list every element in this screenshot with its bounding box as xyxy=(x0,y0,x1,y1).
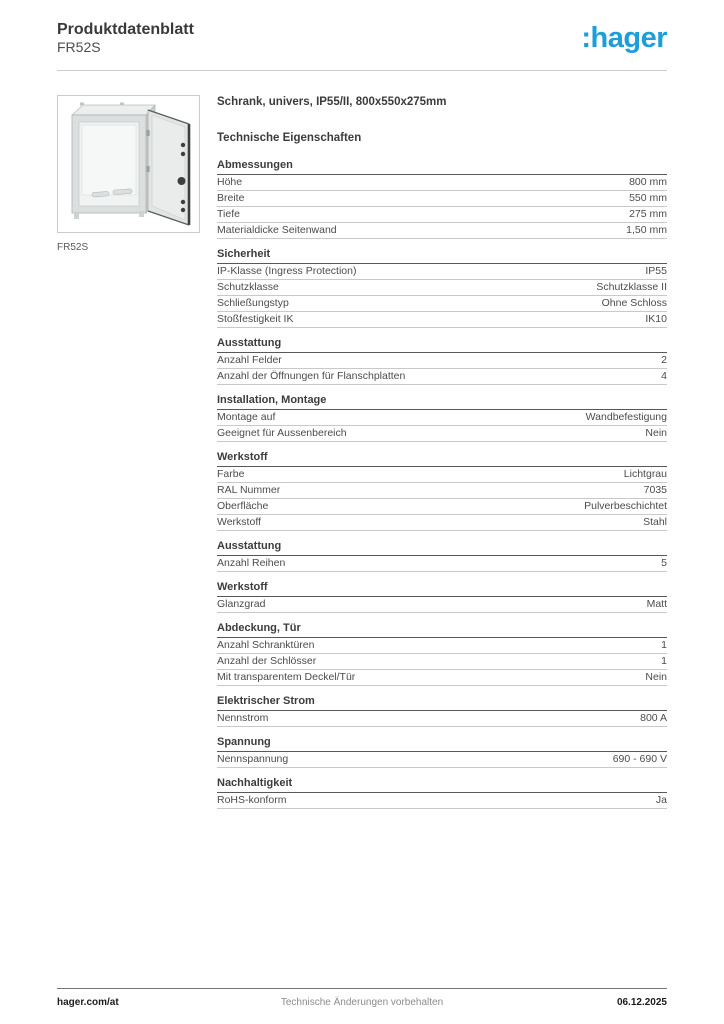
spec-value: 275 mm xyxy=(629,207,667,220)
spec-value: 550 mm xyxy=(629,191,667,204)
spec-row xyxy=(217,223,667,239)
spec-section xyxy=(217,540,667,572)
footer-date: 06.12.2025 xyxy=(616,997,667,1008)
spec-section xyxy=(217,736,667,768)
footer-notice: Technische Änderungen vorbehalten xyxy=(280,997,444,1008)
section-title: Abmessungen xyxy=(217,159,667,175)
spec-value: IP55 xyxy=(645,264,667,277)
spec-label: Anzahl Felder xyxy=(217,353,282,366)
spec-label: RoHS-konform xyxy=(217,794,287,807)
spec-value: Pulverbeschichtet xyxy=(584,499,667,512)
spec-row xyxy=(217,752,667,768)
spec-value: Schutzklasse II xyxy=(596,280,667,293)
spec-section xyxy=(217,622,667,686)
section-title: Ausstattung xyxy=(217,540,667,556)
spec-value: 2 xyxy=(661,353,667,366)
spec-row xyxy=(217,410,667,426)
spec-label: Glanzgrad xyxy=(217,597,266,610)
spec-section xyxy=(217,581,667,613)
footer xyxy=(57,988,667,1008)
spec-row xyxy=(217,296,667,312)
spec-value: 5 xyxy=(661,556,667,569)
spec-value: 7035 xyxy=(643,483,667,496)
spec-label: RAL Nummer xyxy=(217,483,281,496)
section-title: Nachhaltigkeit xyxy=(217,777,667,793)
spec-value: 690 - 690 V xyxy=(612,753,667,766)
product-image-caption: FR52S xyxy=(57,241,89,253)
section-title: Werkstoff xyxy=(217,451,667,467)
spec-label: Mit transparentem Deckel/Tür xyxy=(217,671,356,683)
spec-label: Nennspannung xyxy=(217,753,289,766)
spec-row xyxy=(217,191,667,207)
product-image-column xyxy=(57,95,200,818)
cabinet-illustration xyxy=(58,96,199,232)
spec-value: Matt xyxy=(646,597,667,610)
spec-section xyxy=(217,248,667,328)
section-title: Spannung xyxy=(217,736,667,752)
spec-label: Materialdicke Seitenwand xyxy=(217,223,337,236)
product-image xyxy=(57,95,200,233)
product-reference: FR52S xyxy=(57,39,101,56)
main-content xyxy=(0,71,724,818)
spec-value: Wandbefestigung xyxy=(585,410,667,423)
section-title: Werkstoff xyxy=(217,581,667,597)
spec-value: IK10 xyxy=(645,312,667,325)
hager-logo: :hager xyxy=(581,22,667,54)
section-title: Abdeckung, Tür xyxy=(217,622,667,638)
spec-label: Anzahl der Schlösser xyxy=(217,654,317,667)
spec-section xyxy=(217,337,667,385)
spec-label: IP-Klasse (Ingress Protection) xyxy=(217,264,357,277)
spec-label: Höhe xyxy=(217,175,243,188)
document-title: Produktdatenblatt xyxy=(57,21,194,38)
spec-row xyxy=(217,515,667,531)
spec-row xyxy=(217,280,667,296)
section-title: Elektrischer Strom xyxy=(217,695,667,711)
spec-row xyxy=(217,483,667,499)
spec-value: Lichtgrau xyxy=(623,467,667,480)
section-title: Sicherheit xyxy=(217,248,667,264)
footer-website: hager.com/at xyxy=(57,997,119,1008)
spec-row xyxy=(217,467,667,483)
spec-section xyxy=(217,451,667,531)
spec-label: Oberfläche xyxy=(217,499,269,512)
spec-value: Nein xyxy=(645,671,667,683)
spec-row xyxy=(217,793,667,809)
spec-row xyxy=(217,638,667,654)
spec-row xyxy=(217,353,667,369)
spec-label: Anzahl Schranktüren xyxy=(217,638,315,651)
header-title-block xyxy=(57,20,194,57)
spec-row xyxy=(217,369,667,385)
spec-row xyxy=(217,556,667,572)
spec-label: Nennstrom xyxy=(217,712,269,725)
spec-value: Ja xyxy=(655,794,667,807)
spec-label: Anzahl Reihen xyxy=(217,556,286,569)
spec-value: Nein xyxy=(645,426,667,439)
spec-row xyxy=(217,711,667,727)
spec-row xyxy=(217,670,667,686)
spec-row xyxy=(217,499,667,515)
spec-row xyxy=(217,264,667,280)
spec-label: Tiefe xyxy=(217,207,240,220)
spec-value: 1 xyxy=(661,654,667,667)
tech-properties-heading: Technische Eigenschaften xyxy=(217,131,362,144)
section-title: Ausstattung xyxy=(217,337,667,353)
spec-row xyxy=(217,312,667,328)
section-title: Installation, Montage xyxy=(217,394,667,410)
spec-label: Geeignet für Aussenbereich xyxy=(217,426,347,439)
spec-label: Stoßfestigkeit IK xyxy=(217,312,294,325)
spec-row xyxy=(217,175,667,191)
spec-label: Farbe xyxy=(217,467,245,480)
spec-value: 800 A xyxy=(640,712,667,725)
spec-label: Werkstoff xyxy=(217,515,261,528)
spec-value: 4 xyxy=(661,369,667,382)
spec-value: 1 xyxy=(661,638,667,651)
spec-value: Ohne Schloss xyxy=(601,296,667,309)
product-title: Schrank, univers, IP55/II, 800x550x275mm xyxy=(217,95,447,108)
spec-row xyxy=(217,207,667,223)
spec-section xyxy=(217,777,667,809)
spec-row xyxy=(217,597,667,613)
header xyxy=(0,0,724,57)
spec-row xyxy=(217,654,667,670)
spec-label: Schutzklasse xyxy=(217,280,279,293)
spec-section xyxy=(217,394,667,442)
spec-value: 800 mm xyxy=(629,175,667,188)
spec-column xyxy=(217,95,667,818)
sections xyxy=(217,159,667,809)
spec-section xyxy=(217,159,667,239)
spec-label: Breite xyxy=(217,191,245,204)
spec-value: 1,50 mm xyxy=(626,223,667,236)
spec-row xyxy=(217,426,667,442)
spec-label: Anzahl der Öffnungen für Flanschplatten xyxy=(217,369,406,382)
spec-label: Montage auf xyxy=(217,410,276,423)
spec-label: Schließungstyp xyxy=(217,296,289,309)
spec-value: Stahl xyxy=(643,515,667,528)
spec-section xyxy=(217,695,667,727)
